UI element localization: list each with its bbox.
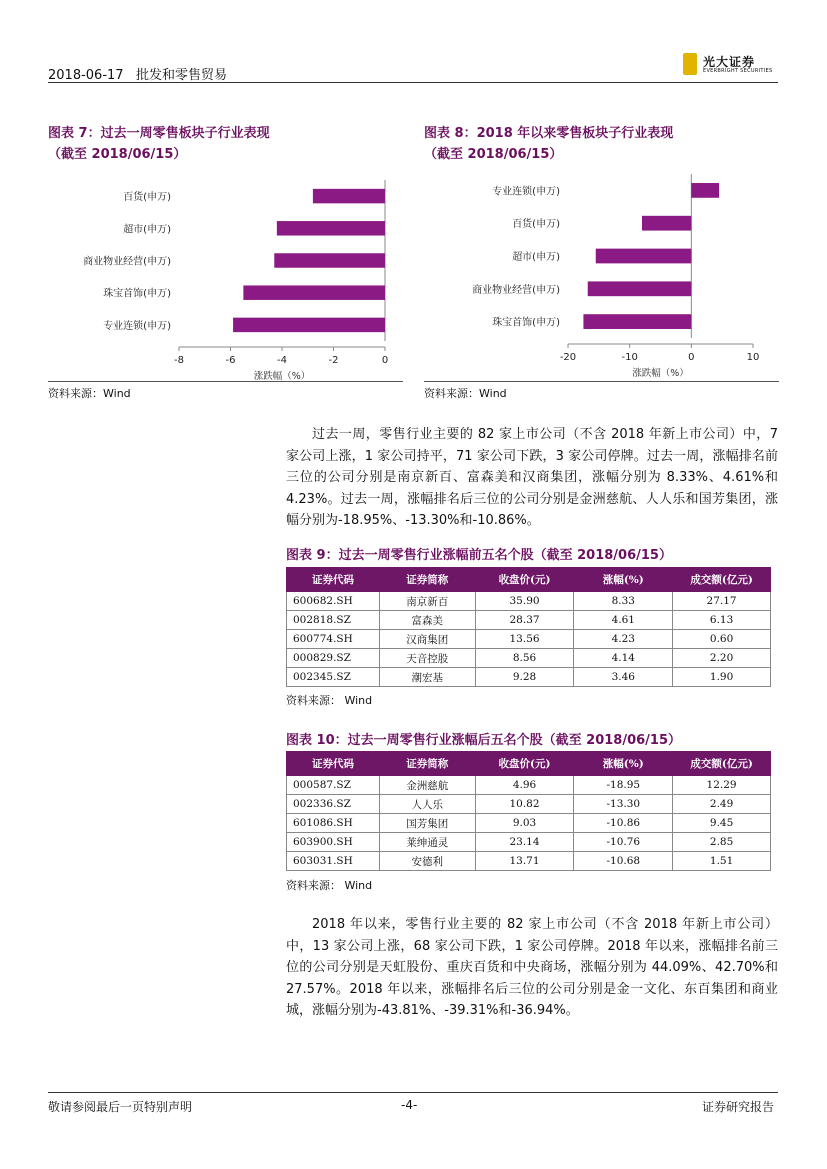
table-cell: 南京新百: [379, 592, 475, 611]
table-cell: 2.85: [673, 833, 771, 852]
x-axis-label: 涨跌幅（%）: [632, 368, 689, 379]
fig7-title: [48, 123, 388, 165]
logo-en-text: EVERBRIGHT SECURITIES: [703, 68, 773, 74]
column-header: 证券简称: [379, 568, 475, 592]
x-tick-label: -2: [328, 355, 339, 366]
table-cell: 4.61: [574, 611, 673, 630]
header-divider: [48, 82, 778, 83]
category-label: 专业连锁(申万): [103, 320, 171, 332]
table9-container: [286, 567, 771, 687]
column-header: 成交额(亿元): [673, 752, 771, 776]
fig8-title: [424, 123, 779, 165]
table10: [286, 751, 771, 871]
bar: [642, 216, 691, 231]
table9-header-row: [287, 568, 771, 592]
table-cell: 汉商集团: [379, 630, 475, 649]
fig7-title-line2: （截至 2018/06/15）: [48, 147, 187, 162]
table-cell: 8.56: [475, 649, 574, 668]
table-cell: -13.30: [574, 795, 673, 814]
table-row: [287, 611, 771, 630]
x-tick-label: -6: [225, 355, 236, 366]
table-row: [287, 668, 771, 687]
table-cell: 潮宏基: [379, 668, 475, 687]
fig8-source-divider: [424, 381, 779, 382]
fig7-source-divider: [48, 381, 403, 382]
bar: [596, 249, 692, 264]
table-row: [287, 630, 771, 649]
fig8-source: 资料来源：Wind: [424, 387, 507, 400]
column-header: 证券简称: [379, 752, 475, 776]
table-cell: 9.45: [673, 814, 771, 833]
table-cell: 0.60: [673, 630, 771, 649]
table-row: [287, 776, 771, 795]
bar: [274, 253, 385, 267]
x-tick-label: -20: [559, 352, 577, 363]
table-cell: 000829.SZ: [287, 649, 380, 668]
table-cell: 27.17: [673, 592, 771, 611]
category-label: 商业物业经营(申万): [83, 256, 171, 268]
table-cell: 601086.SH: [287, 814, 380, 833]
table-row: [287, 814, 771, 833]
table-row: [287, 833, 771, 852]
x-tick-label: -10: [621, 352, 638, 363]
report-date-industry: [48, 64, 227, 83]
industry-name: 批发和零售贸易: [135, 68, 227, 83]
table10-title: 图表 10：过去一周零售行业涨幅后五名个股（截至 2018/06/15）: [286, 733, 682, 748]
footer-report-type: 证券研究报告: [702, 1100, 775, 1114]
table-cell: 国芳集团: [379, 814, 475, 833]
table-cell: 002818.SZ: [287, 611, 380, 630]
category-label: 珠宝首饰(申万): [103, 288, 171, 300]
table-cell: 1.90: [673, 668, 771, 687]
table-cell: 000587.SZ: [287, 776, 380, 795]
table-cell: 23.14: [475, 833, 574, 852]
column-header: 涨幅(%): [574, 568, 673, 592]
report-date: 2018-06-17: [48, 68, 124, 83]
table-cell: 1.51: [673, 852, 771, 871]
page-number: -4-: [401, 1098, 418, 1112]
table-cell: 9.03: [475, 814, 574, 833]
table-cell: 富森美: [379, 611, 475, 630]
x-tick-label: 10: [746, 352, 760, 363]
category-label: 超市(申万): [512, 252, 560, 263]
column-header: 证券代码: [287, 752, 380, 776]
column-header: 收盘价(元): [475, 568, 574, 592]
bar: [277, 221, 385, 235]
table9-title: 图表 9：过去一周零售行业涨幅前五名个股（截至 2018/06/15）: [286, 548, 672, 563]
column-header: 成交额(亿元): [673, 568, 771, 592]
category-label: 百货(申万): [512, 219, 560, 231]
table-cell: 3.46: [574, 668, 673, 687]
fig7-title-line1: 图表 7：过去一周零售板块子行业表现: [48, 126, 270, 141]
column-header: 证券代码: [287, 568, 380, 592]
paragraph-weekly-performance: 过去一周，零售行业主要的 82 家上市公司（不含 2018 年新上市公司）中，7 家公司上涨，1 家公司持平，71 家公司下跌，3 家公司停牌。过去一周，涨幅排名前三位的公司分别是南京新百、富森美和汉商集团，涨幅分别为 8.33%、4.61%和 4.23%。过去一周，涨幅排名后三位的公司分别是金洲慈航、人人乐和国芳集团，涨幅分别为-18.95%、-13.30%和-10.86%。: [286, 427, 778, 528]
table-cell: 13.71: [475, 852, 574, 871]
category-label: 百货(申万): [123, 192, 171, 204]
table-cell: -18.95: [574, 776, 673, 795]
table-cell: 4.23: [574, 630, 673, 649]
table-cell: 4.14: [574, 649, 673, 668]
table-cell: 2.20: [673, 649, 771, 668]
table-cell: 28.37: [475, 611, 574, 630]
table-cell: -10.68: [574, 852, 673, 871]
x-tick-label: -4: [277, 355, 287, 366]
bar: [588, 281, 692, 296]
table-cell: 12.29: [673, 776, 771, 795]
table10-header-row: [287, 752, 771, 776]
table-row: [287, 795, 771, 814]
table-cell: 603900.SH: [287, 833, 380, 852]
table-row: [287, 852, 771, 871]
bar: [233, 318, 385, 332]
table-cell: -10.86: [574, 814, 673, 833]
column-header: 收盘价(元): [475, 752, 574, 776]
bar: [243, 285, 385, 299]
x-tick-label: 0: [381, 355, 389, 366]
table-cell: 6.13: [673, 611, 771, 630]
table9: [286, 567, 771, 687]
table10-container: [286, 751, 771, 871]
table-cell: 人人乐: [379, 795, 475, 814]
table-cell: -10.76: [574, 833, 673, 852]
table-cell: 莱绅通灵: [379, 833, 475, 852]
table-cell: 002336.SZ: [287, 795, 380, 814]
logo-cn-text: 光大证券: [703, 55, 756, 69]
company-logo: [683, 53, 778, 77]
table-cell: 10.82: [475, 795, 574, 814]
table-cell: 600774.SH: [287, 630, 380, 649]
category-label: 专业连锁(申万): [492, 186, 560, 198]
column-header: 涨幅(%): [574, 752, 673, 776]
bar: [583, 314, 691, 329]
fig7-source: 资料来源：Wind: [48, 387, 131, 400]
table-cell: 002345.SZ: [287, 668, 380, 687]
fig8-bar-chart: [424, 168, 779, 380]
table-row: [287, 592, 771, 611]
table9-source: 资料来源： Wind: [286, 694, 373, 707]
bar: [313, 189, 385, 203]
category-label: 珠宝首饰(申万): [492, 317, 560, 329]
category-label: 商业物业经营(申万): [472, 284, 560, 296]
table-cell: 603031.SH: [287, 852, 380, 871]
table-cell: 13.56: [475, 630, 574, 649]
table-cell: 35.90: [475, 592, 574, 611]
table-row: [287, 649, 771, 668]
x-tick-label: 0: [688, 352, 695, 363]
logo-mark-icon: [683, 53, 697, 75]
table-cell: 4.96: [475, 776, 574, 795]
category-label: 超市(申万): [123, 224, 171, 236]
fig8-title-line2: （截至 2018/06/15）: [424, 147, 563, 162]
bar: [691, 183, 719, 198]
footer-divider: [48, 1092, 778, 1093]
x-axis-label: 涨跌幅（%）: [253, 371, 311, 380]
table-cell: 8.33: [574, 592, 673, 611]
table-cell: 9.28: [475, 668, 574, 687]
table-cell: 600682.SH: [287, 592, 380, 611]
fig8-title-line1: 图表 8：2018 年以来零售板块子行业表现: [424, 126, 674, 141]
footer-disclaimer: 敬请参阅最后一页特别声明: [48, 1100, 193, 1114]
table-cell: 2.49: [673, 795, 771, 814]
table-cell: 安德利: [379, 852, 475, 871]
table-cell: 天音控股: [379, 649, 475, 668]
table-cell: 金洲慈航: [379, 776, 475, 795]
fig7-bar-chart: [48, 168, 403, 380]
table10-source: 资料来源： Wind: [286, 879, 373, 892]
paragraph-ytd-performance: 2018 年以来，零售行业主要的 82 家上市公司（不含 2018 年新上市公司）中，13 家公司上涨，68 家公司下跌，1 家公司停牌。2018 年以来，涨幅排名前三位的公司分别是天虹股份、重庆百货和中央商场，涨幅分别为 44.09%、42.70%和 27.57%。2018 年以来，涨幅排名后三位的公司分别是金一文化、东百集团和商业城，涨幅分别为-43.81%、-39.31%和-36.94%。: [286, 917, 778, 1018]
x-tick-label: -8: [174, 355, 184, 366]
